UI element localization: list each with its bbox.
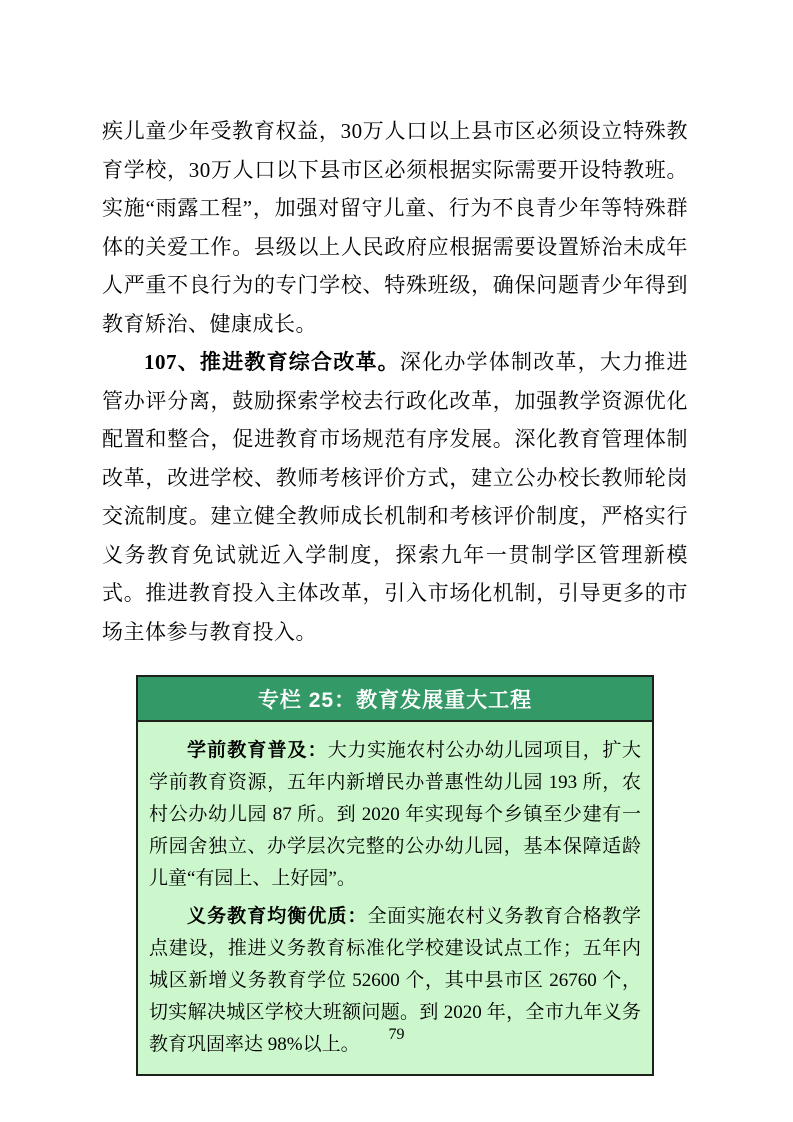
paragraph-107-lead: 107、推进教育综合改革。: [144, 350, 400, 374]
page-number: 79: [388, 1026, 405, 1043]
box-paragraph-compulsory-lead: 义务教育均衡优质：: [187, 906, 368, 927]
paragraph-107-body: 深化办学体制改革，大力推进管办评分离，鼓励探索学校去行政化改革，加强教学资源优化配置和整合，促进教育市场规范有序发展。深化教育管理体制改革，改进学校、教师考核评价方式，建立公办校长教师轮岗交流制度。建立健全教师成长机制和考核评价制度，严格实行义务教育免试就近入学制度，探索九年一贯制学区管理新模式。推进教育投入主体改革，引入市场化机制，引导更多的市场主体参与教育投入。: [102, 350, 688, 644]
paragraph-107-education-reform: [102, 343, 688, 651]
box-paragraph-preschool-lead: 学前教育普及：: [187, 740, 328, 761]
feature-box-column-25: [136, 675, 654, 1076]
box-paragraph-preschool: [149, 735, 641, 895]
box-paragraph-preschool-text: 大力实施农村公办幼儿园项目，扩大学前教育资源，五年内新增民办普惠性幼儿园 193 所，农村公办幼儿园 87 所。到 2020 年实现每个乡镇至少建有一所园舍独立、办学层次完整的公办幼儿园，基本保障适龄儿童“有园上、上好园”。: [149, 740, 641, 889]
feature-box-body: [138, 722, 652, 1074]
box-paragraph-compulsory-text: 全面实施农村义务教育合格教学点建设，推进义务教育标准化学校建设试点工作；五年内城区新增义务教育学位 52600 个，其中县市区 26760 个，切实解决城区学校大班额问题。到 2020 年，全市九年义务教育巩固率达 98%以上。: [149, 906, 641, 1055]
paragraph-special-education: 疾儿童少年受教育权益，30万人口以上县市区必须设立特殊教育学校，30万人口以下县市区必须根据实际需要开设特教班。实施“雨露工程”，加强对留守儿童、行为不良青少年等特殊群体的关爱工作。县级以上人民政府应根据需要设置矫治未成年人严重不良行为的专门学校、特殊班级，确保问题青少年得到教育矫治、健康成长。: [102, 119, 688, 336]
feature-box-title: 专栏 25：教育发展重大工程: [257, 688, 533, 712]
feature-box-header: [138, 677, 652, 722]
